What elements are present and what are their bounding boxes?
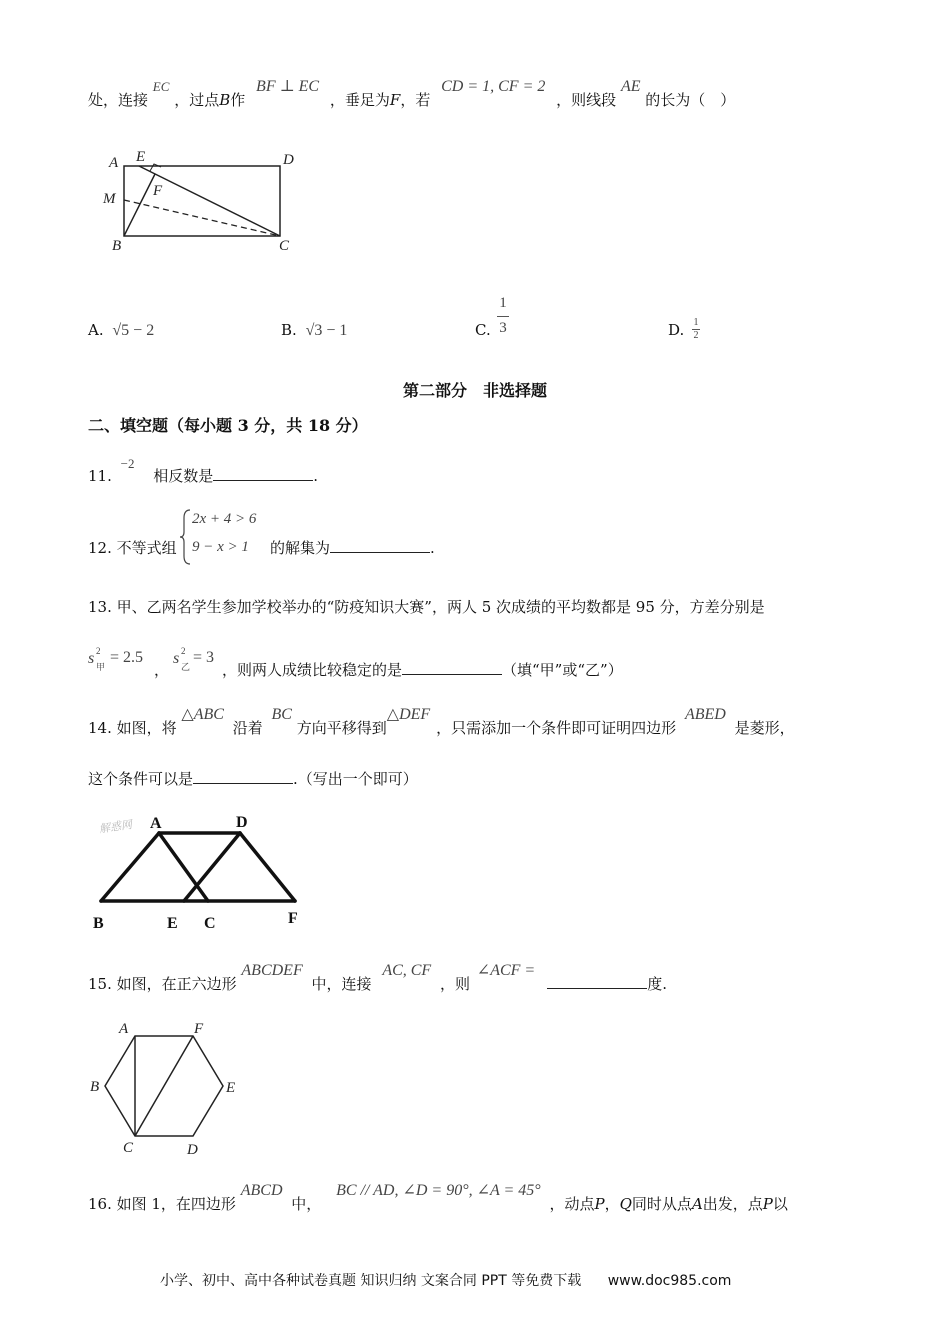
q10-text-6: ，则线段 bbox=[556, 91, 617, 109]
option-d-key: D. bbox=[668, 321, 685, 339]
option-a-value: √5 − 2 bbox=[112, 322, 155, 339]
q15-text-1: 15. 如图，在正六边形 bbox=[88, 975, 237, 993]
q10-text-3: 作 bbox=[230, 91, 246, 109]
q10-point-b: B bbox=[219, 91, 231, 109]
label-a: A bbox=[109, 155, 119, 171]
footer-left-text: 小学、初中、高中各种试卷真题 知识归纳 文案合同 PPT 等免费下载 bbox=[160, 1273, 582, 1289]
q15-answer-blank[interactable] bbox=[547, 974, 647, 989]
q16-text-6: 出发，点 bbox=[702, 1195, 763, 1213]
label-e: E bbox=[136, 149, 146, 165]
label-e: E bbox=[226, 1080, 236, 1096]
q14-line-1 bbox=[88, 704, 795, 737]
q14-line-2 bbox=[88, 769, 418, 789]
q13-s-yi-sub: 乙 bbox=[181, 662, 191, 672]
segment-ec bbox=[139, 166, 280, 236]
q11-text: 相反数是 bbox=[153, 467, 214, 485]
option-b-value: √3 − 1 bbox=[305, 322, 348, 339]
label-e: E bbox=[167, 915, 178, 932]
q15-math-angle: ∠ACF = bbox=[476, 962, 536, 979]
q10-tail-line bbox=[88, 78, 735, 110]
q13-text bbox=[222, 660, 623, 680]
q12-brace bbox=[180, 508, 192, 566]
q16-point-p-2: P bbox=[762, 1195, 773, 1213]
option-c-key: C. bbox=[475, 321, 491, 339]
q14-answer-blank[interactable] bbox=[193, 769, 293, 784]
q13-s-jia-value: = 2.5 bbox=[110, 649, 144, 666]
q14-line-2-text: 这个条件可以是 bbox=[88, 770, 194, 788]
brace-icon bbox=[180, 508, 192, 566]
q11-end: . bbox=[313, 467, 319, 485]
q13-end: （填“甲”或“乙”） bbox=[502, 661, 623, 679]
segment-df bbox=[240, 833, 295, 901]
option-a-key: A. bbox=[88, 321, 104, 339]
q10-math-ae: AE bbox=[620, 78, 641, 95]
q14-text-3: 方向平移得到 bbox=[296, 719, 387, 737]
label-c: C bbox=[204, 915, 216, 932]
rectangle-figure bbox=[95, 140, 315, 260]
option-c bbox=[475, 320, 491, 340]
q16-math-conditions: BC // AD, ∠D = 90°, ∠A = 45° bbox=[336, 1182, 541, 1199]
option-c-numerator: 1 bbox=[499, 295, 507, 311]
q15-math-segments: AC, CF bbox=[382, 962, 432, 979]
q10-text-7: 的长为（ ） bbox=[645, 91, 736, 109]
q14-math-bc: BC bbox=[271, 706, 292, 723]
q10-text-4: ，垂足为 bbox=[329, 91, 390, 109]
q16-point-p: P bbox=[594, 1195, 605, 1213]
q13-s-jia: s bbox=[88, 650, 95, 667]
label-a: A bbox=[150, 815, 162, 832]
segment-mc-dashed bbox=[124, 200, 280, 236]
q12-line-1: 2x + 4 > 6 bbox=[192, 511, 257, 527]
q13-s-jia-sup: 2 bbox=[96, 646, 101, 656]
q10-math-ec: EC bbox=[152, 79, 170, 94]
q11-answer-blank[interactable] bbox=[213, 466, 313, 481]
q14-line-2-end: .（写出一个即可） bbox=[293, 770, 418, 788]
q10-point-f: F bbox=[389, 91, 401, 109]
watermark-logo: 解惑网 bbox=[98, 819, 133, 836]
footer-url-link[interactable]: www.doc985.com bbox=[607, 1273, 732, 1289]
option-d-denominator: 2 bbox=[693, 330, 699, 341]
q15-end: 度. bbox=[647, 975, 667, 993]
q14-text-1: 14. 如图，将 bbox=[88, 719, 177, 737]
q13-comma: ， bbox=[154, 661, 170, 679]
q15-math-hexagon: ABCDEF bbox=[241, 962, 303, 979]
q12-answer-blank[interactable] bbox=[330, 538, 430, 553]
q13-s-yi-value: = 3 bbox=[193, 649, 215, 666]
q14-text-5: 是菱形， bbox=[734, 719, 795, 737]
question-16 bbox=[88, 1180, 788, 1213]
label-f: F bbox=[194, 1021, 204, 1037]
q16-point-q: Q bbox=[619, 1195, 632, 1213]
footer bbox=[160, 1270, 731, 1290]
q12-end: . bbox=[430, 539, 435, 557]
q13-s-yi: s bbox=[173, 650, 180, 667]
right-angle-mark bbox=[150, 164, 161, 171]
q16-math-abcd: ABCD bbox=[240, 1182, 283, 1199]
label-c: C bbox=[123, 1140, 134, 1156]
q14-math-abed: ABED bbox=[684, 706, 726, 723]
q16-text-3: ，动点 bbox=[549, 1195, 595, 1213]
q13-answer-blank[interactable] bbox=[402, 660, 502, 675]
label-d: D bbox=[187, 1142, 198, 1158]
option-d-fraction bbox=[692, 318, 700, 341]
q15-text-2: 中，连接 bbox=[311, 975, 372, 993]
label-m: M bbox=[103, 191, 116, 207]
q10-text-5: ，若 bbox=[400, 91, 431, 109]
q14-math-abc: △ABC bbox=[181, 706, 224, 723]
question-11 bbox=[88, 455, 318, 485]
segment-de bbox=[184, 833, 240, 901]
segment-cf bbox=[135, 1036, 193, 1136]
option-c-fraction bbox=[497, 294, 509, 337]
part-two-title: 第二部分 非选择题 bbox=[402, 381, 547, 400]
q15-text-3: ，则 bbox=[439, 975, 470, 993]
hexagon-figure bbox=[85, 1018, 245, 1160]
q16-text-4: ， bbox=[604, 1195, 620, 1213]
label-c: C bbox=[279, 238, 290, 254]
q12-line-2: 9 − x > 1 bbox=[192, 539, 249, 555]
option-c-fraction-bar bbox=[497, 316, 509, 317]
q16-text-5: 同时从点 bbox=[631, 1195, 692, 1213]
q16-text-1: 16. 如图 1，在四边形 bbox=[88, 1195, 236, 1213]
q14-math-def: △DEF bbox=[386, 706, 431, 723]
label-d: D bbox=[283, 152, 294, 168]
label-f: F bbox=[153, 183, 163, 199]
q13-line-1: 13. 甲、乙两名学生参加学校举办的“防疫知识大赛”，两人 5 次成绩的平均数都是 95 分，方差分别是 bbox=[88, 598, 765, 616]
segment-ac bbox=[159, 833, 208, 901]
q16-text-7: 以 bbox=[772, 1195, 788, 1213]
segment-bf bbox=[124, 174, 155, 236]
q16-text-2: 中， bbox=[291, 1195, 322, 1213]
section-two-title: 二、填空题（每小题 3 分，共 18 分） bbox=[88, 416, 368, 435]
q13-text-main: ，则两人成绩比较稳定的是 bbox=[222, 661, 403, 679]
q10-math-given: CD = 1, CF = 2 bbox=[441, 78, 546, 95]
q11-number: 11. bbox=[88, 467, 112, 485]
q13-s-jia-sub: 甲 bbox=[96, 662, 106, 672]
translation-figure bbox=[85, 808, 315, 938]
q14-text-4: ，只需添加一个条件即可证明四边形 bbox=[436, 719, 677, 737]
rectangle-abcd bbox=[124, 166, 280, 236]
option-a bbox=[88, 320, 154, 341]
q10-text-2: ，过点 bbox=[174, 91, 220, 109]
label-b: B bbox=[90, 1079, 100, 1095]
question-15 bbox=[88, 960, 667, 993]
q10-text-1: 处，连接 bbox=[88, 91, 149, 109]
q16-point-a: A bbox=[691, 1195, 703, 1213]
label-b: B bbox=[93, 915, 104, 932]
option-c-denominator: 3 bbox=[499, 320, 507, 336]
q12-prefix: 12. 不等式组 bbox=[88, 539, 177, 557]
label-d: D bbox=[236, 814, 248, 831]
segment-ab bbox=[101, 833, 159, 901]
q13-s-yi-sup: 2 bbox=[181, 646, 186, 656]
option-b bbox=[281, 320, 347, 341]
option-b-key: B. bbox=[281, 321, 297, 339]
option-d bbox=[668, 320, 684, 340]
option-d-numerator: 1 bbox=[693, 317, 699, 328]
q12-tail bbox=[270, 538, 435, 558]
q12-text: 的解集为 bbox=[270, 539, 331, 557]
q11-math: −2 bbox=[120, 456, 135, 471]
label-f: F bbox=[288, 910, 298, 927]
label-a: A bbox=[119, 1021, 129, 1037]
q10-math-perp: BF ⊥ EC bbox=[256, 78, 320, 95]
q14-text-2: 沿着 bbox=[232, 719, 263, 737]
label-b: B bbox=[112, 238, 122, 254]
